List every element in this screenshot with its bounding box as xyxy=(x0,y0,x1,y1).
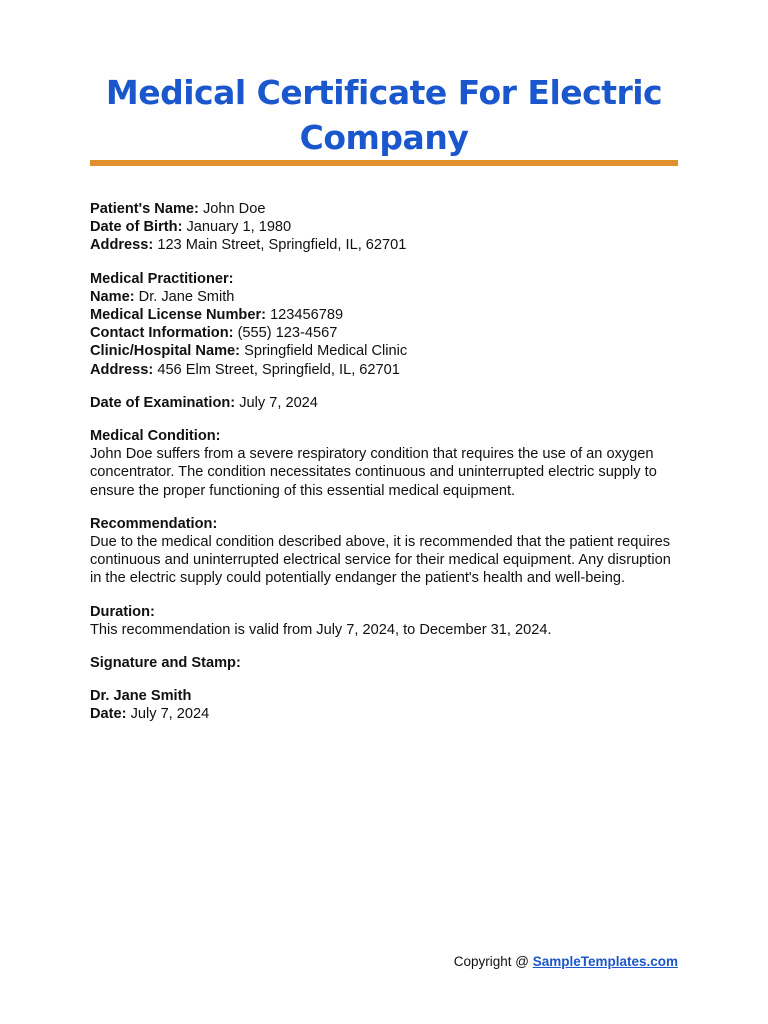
clinic-label: Clinic/Hospital Name: xyxy=(90,343,241,360)
practitioner-heading: Medical Practitioner: xyxy=(90,270,234,287)
signature-date-label: Date: xyxy=(90,706,127,723)
contact-value: (555) 123-4567 xyxy=(237,325,338,342)
patient-name-label: Patient's Name: xyxy=(90,201,199,217)
practitioner-address-label: Address: xyxy=(90,361,154,378)
dob-label: Date of Birth: xyxy=(90,219,183,236)
practitioner-section xyxy=(90,270,685,379)
patient-name: John Doe xyxy=(202,201,266,217)
signature-heading: Signature and Stamp: xyxy=(90,655,241,672)
signatory-section xyxy=(90,687,685,723)
footer xyxy=(454,953,678,971)
condition-section xyxy=(90,427,685,500)
examination-section xyxy=(90,394,685,412)
practitioner-name-label: Name: xyxy=(90,288,135,305)
condition-text: John Doe suffers from a severe respiratory condition that requires the use of an oxygen concentrator. The condition necessitates continuous and uninterrupted electric supply to ensure the proper functioning of this essential medical equipment. xyxy=(90,446,657,499)
duration-text: This recommendation is valid from July 7, 2024, to December 31, 2024. xyxy=(90,621,552,638)
duration-section xyxy=(90,603,685,639)
practitioner-address: 456 Elm Street, Springfield, IL, 62701 xyxy=(157,361,400,378)
signatory-name: Dr. Jane Smith xyxy=(90,688,192,705)
license-value: 123456789 xyxy=(270,307,344,324)
condition-heading: Medical Condition: xyxy=(90,428,221,445)
examination-date: July 7, 2024 xyxy=(239,394,318,411)
patient-section xyxy=(90,200,685,255)
document-title: Medical Certificate For Electric Company xyxy=(105,73,663,157)
duration-heading: Duration: xyxy=(90,603,155,620)
certificate-body xyxy=(90,200,685,739)
sampletemplates-link[interactable]: SampleTemplates.com xyxy=(532,954,678,969)
license-label: Medical License Number: xyxy=(90,307,266,324)
practitioner-name: Dr. Jane Smith xyxy=(138,288,235,305)
dob-value: January 1, 1980 xyxy=(186,219,292,236)
recommendation-text: Due to the medical condition described above, it is recommended that the patient requires continuous and uninterrupted electrical service for their medical equipment. Any disruption in the electric supply could potentially endanger the patient's health and well-being. xyxy=(90,534,671,587)
patient-address-label: Address: xyxy=(90,237,154,254)
contact-label: Contact Information: xyxy=(90,325,234,342)
copyright-text: Copyright @ xyxy=(453,954,533,969)
examination-label: Date of Examination: xyxy=(90,394,236,411)
signature-date: July 7, 2024 xyxy=(130,706,210,723)
recommendation-section xyxy=(90,515,685,588)
recommendation-heading: Recommendation: xyxy=(90,515,218,532)
signature-section xyxy=(90,654,685,672)
clinic-value: Springfield Medical Clinic xyxy=(244,343,408,360)
title-divider xyxy=(90,160,678,166)
patient-address: 123 Main Street, Springfield, IL, 62701 xyxy=(157,237,407,254)
